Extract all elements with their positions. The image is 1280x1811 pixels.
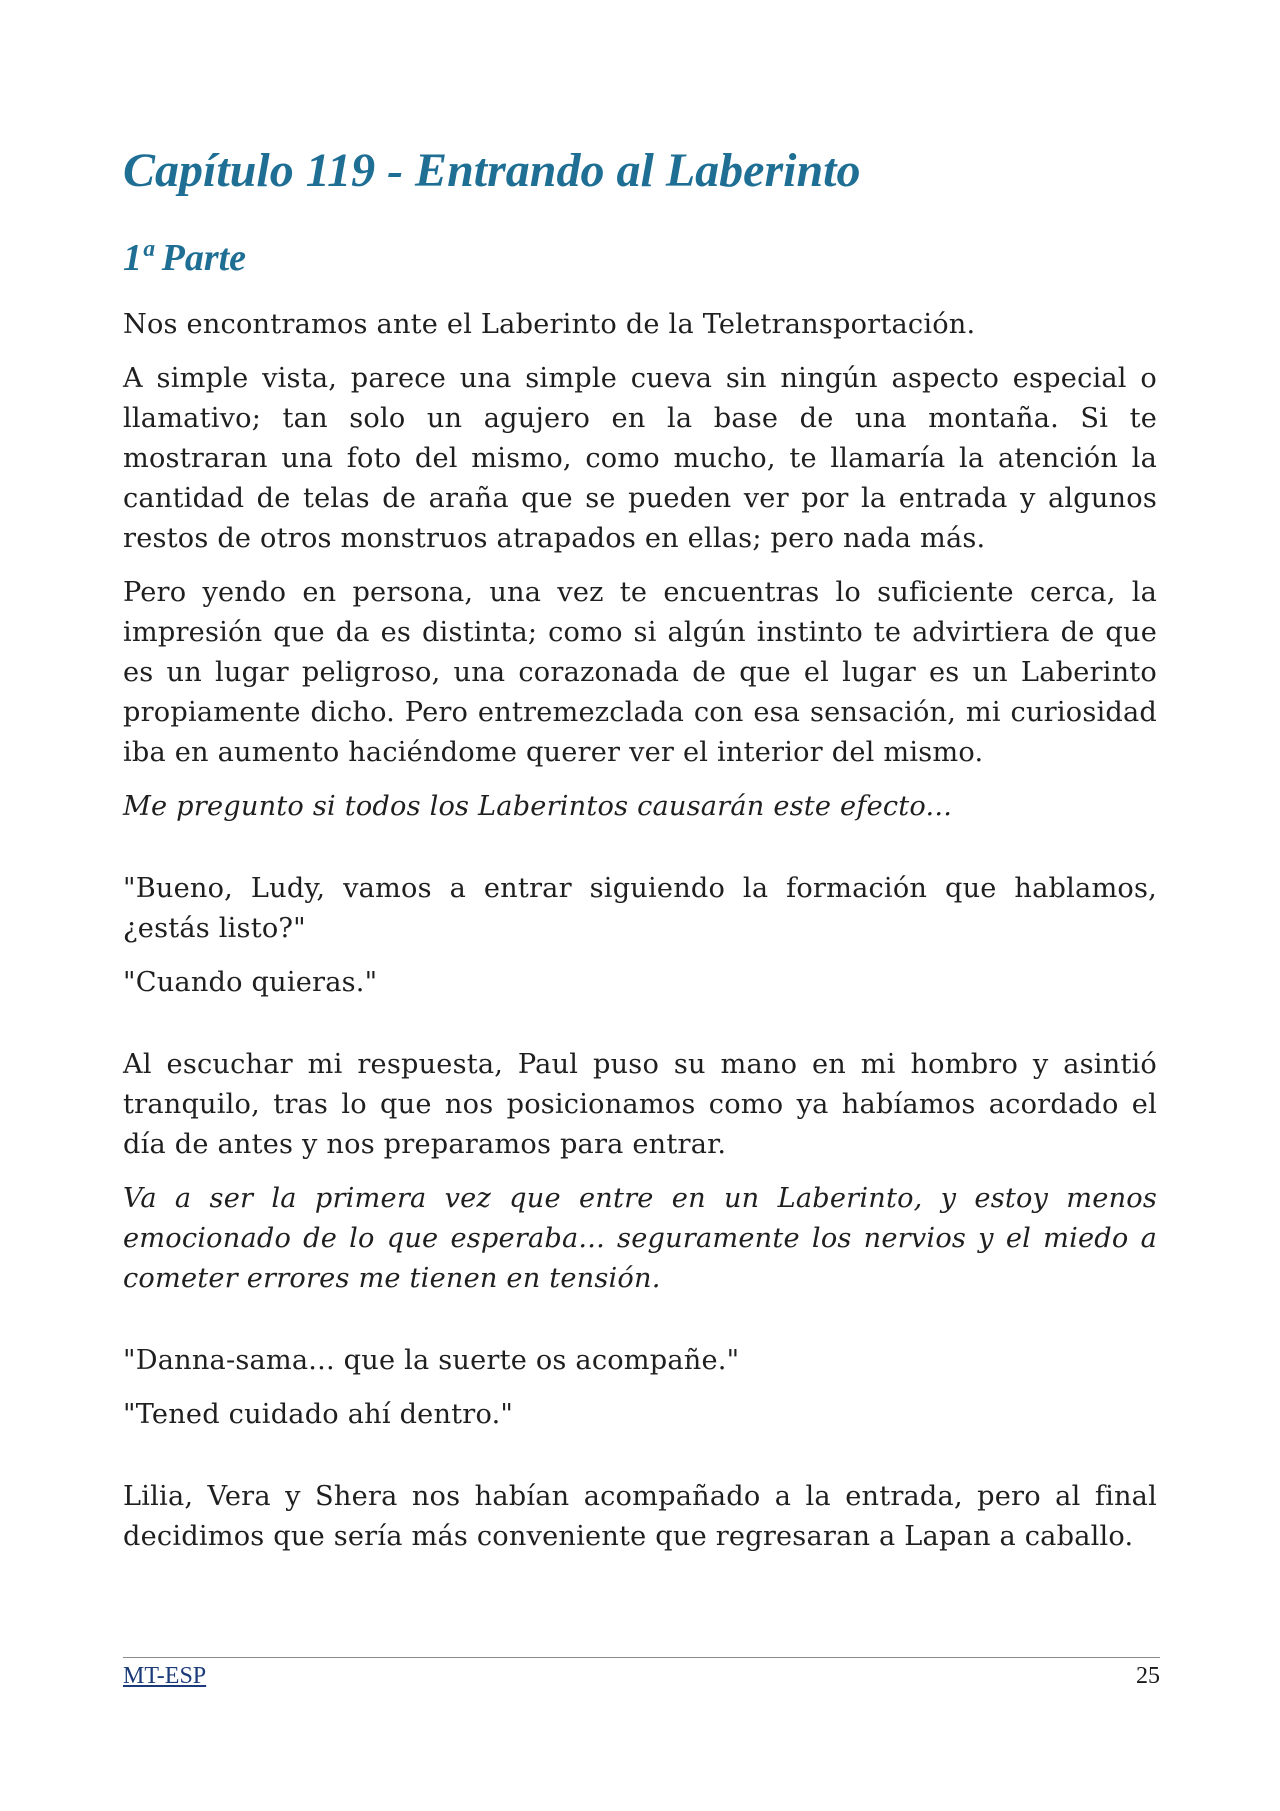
thought-paragraph: Va a ser la primera vez que entre en un Laberinto, y estoy menos emocionado de lo que esperaba... seguramente los nervios y el miedo a cometer errores me tienen en tensión. [123,1183,1157,1294]
body-text [123,305,1157,1571]
paragraph: A simple vista, parece una simple cueva sin ningún aspecto especial o llamativo; tan solo un agujero en la base de una montaña. Si te mostraran una foto del mismo, como mucho, te llamaría la atención la cantidad de telas de araña que se pueden ver por la entrada y algunos restos de otros monstruos atrapados en ellas; pero nada más. [123,363,1157,554]
paragraph: Al escuchar mi respuesta, Paul puso su mano en mi hombro y asintió tranquilo, tras lo que nos posicionamos como ya habíamos acordado el día de antes y nos preparamos para entrar. [123,1049,1157,1160]
page-number: 25 [1136,1663,1160,1689]
dialogue-paragraph: "Tened cuidado ahí dentro." [123,1399,514,1430]
paragraph: Lilia, Vera y Shera nos habían acompañado a la entrada, pero al final decidimos que sería más conveniente que regresaran a Lapan a caballo. [123,1481,1157,1552]
footer-divider [123,1657,1160,1658]
dialogue-paragraph: "Bueno, Ludy, vamos a entrar siguiendo la formación que hablamos, ¿estás listo?" [123,873,1157,944]
dialogue-paragraph: "Cuando quieras." [123,967,378,998]
footer-link[interactable]: MT-ESP [123,1663,207,1689]
chapter-title: Capítulo 119 - Entrando al Laberinto [123,144,861,197]
section-spacer [123,1449,1157,1477]
dialogue-paragraph: "Danna-sama... que la suerte os acompañe." [123,1345,740,1376]
paragraph: Nos encontramos ante el Laberinto de la Teletransportación. [123,309,976,340]
thought-paragraph: Me pregunto si todos los Laberintos causarán este efecto... [123,791,953,822]
section-spacer [123,1017,1157,1045]
paragraph: Pero yendo en persona, una vez te encuentras lo suficiente cerca, la impresión que da es distinta; como si algún instinto te advirtiera de que es un lugar peligroso, una corazonada de que el lugar es un Laberinto propiamente dicho. Pero entremezclada con esa sensación, mi curiosidad iba en aumento haciéndome querer ver el interior del mismo. [123,577,1157,768]
part-title: 1ª Parte [123,237,247,279]
section-spacer [123,841,1157,869]
section-spacer [123,1313,1157,1341]
document-page [123,0,1160,1811]
